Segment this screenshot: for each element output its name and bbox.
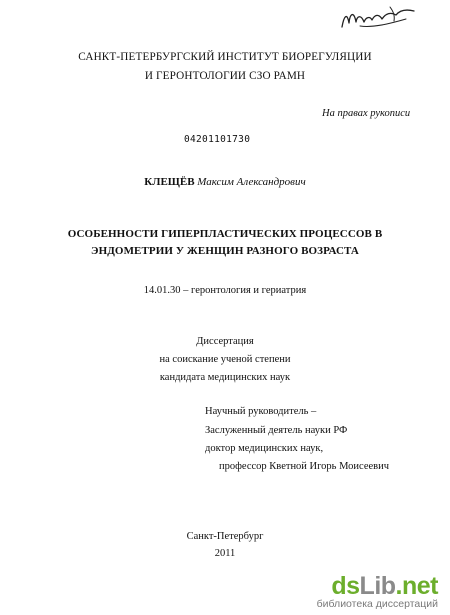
dissertation-degree: кандидата медицинских наук [159,372,291,383]
thesis-title-line-2: ЭНДОМЕТРИИ У ЖЕНЩИН РАЗНОГО ВОЗРАСТА [91,245,359,257]
thesis-title-line-1: ОСОБЕННОСТИ ГИПЕРПЛАСТИЧЕСКИХ ПРОЦЕССОВ В [67,228,383,240]
supervisor-heading: Научный руководитель – [205,406,317,417]
specialty-code: 14.01.30 – геронтология и гериатрия [143,285,307,296]
registration-number: 04201101730 [184,134,251,145]
logo-ds: ds [331,572,360,600]
author-given-names: Максим Александрович [197,176,306,188]
handwritten-signature-icon [334,2,418,38]
dslib-logo [331,572,438,601]
dslib-watermark [292,572,442,612]
watermark-tagline: библиотека диссертаций [316,598,438,610]
supervisor-degree: доктор медицинских наук, [205,443,324,454]
city: Санкт-Петербург [186,531,264,542]
supervisor-name: профессор Кветной Игорь Моисеевич [219,461,390,472]
logo-lib: Lib [359,572,396,600]
author-name [0,176,450,188]
dissertation-purpose: на соискание ученой степени [159,354,291,365]
institute-name-line-1: САНКТ-ПЕТЕРБУРГСКИЙ ИНСТИТУТ БИОРЕГУЛЯЦИИ [78,51,372,63]
dissertation-label: Диссертация [196,336,254,347]
supervisor-honor: Заслуженный деятель науки РФ [205,425,348,436]
author-surname: КЛЕЩЁВ [144,176,195,188]
rights-note: На правах рукописи [322,108,411,119]
logo-net: .net [395,572,438,600]
year: 2011 [214,548,236,559]
institute-name-line-2: И ГЕРОНТОЛОГИИ СЗО РАМН [144,70,306,82]
